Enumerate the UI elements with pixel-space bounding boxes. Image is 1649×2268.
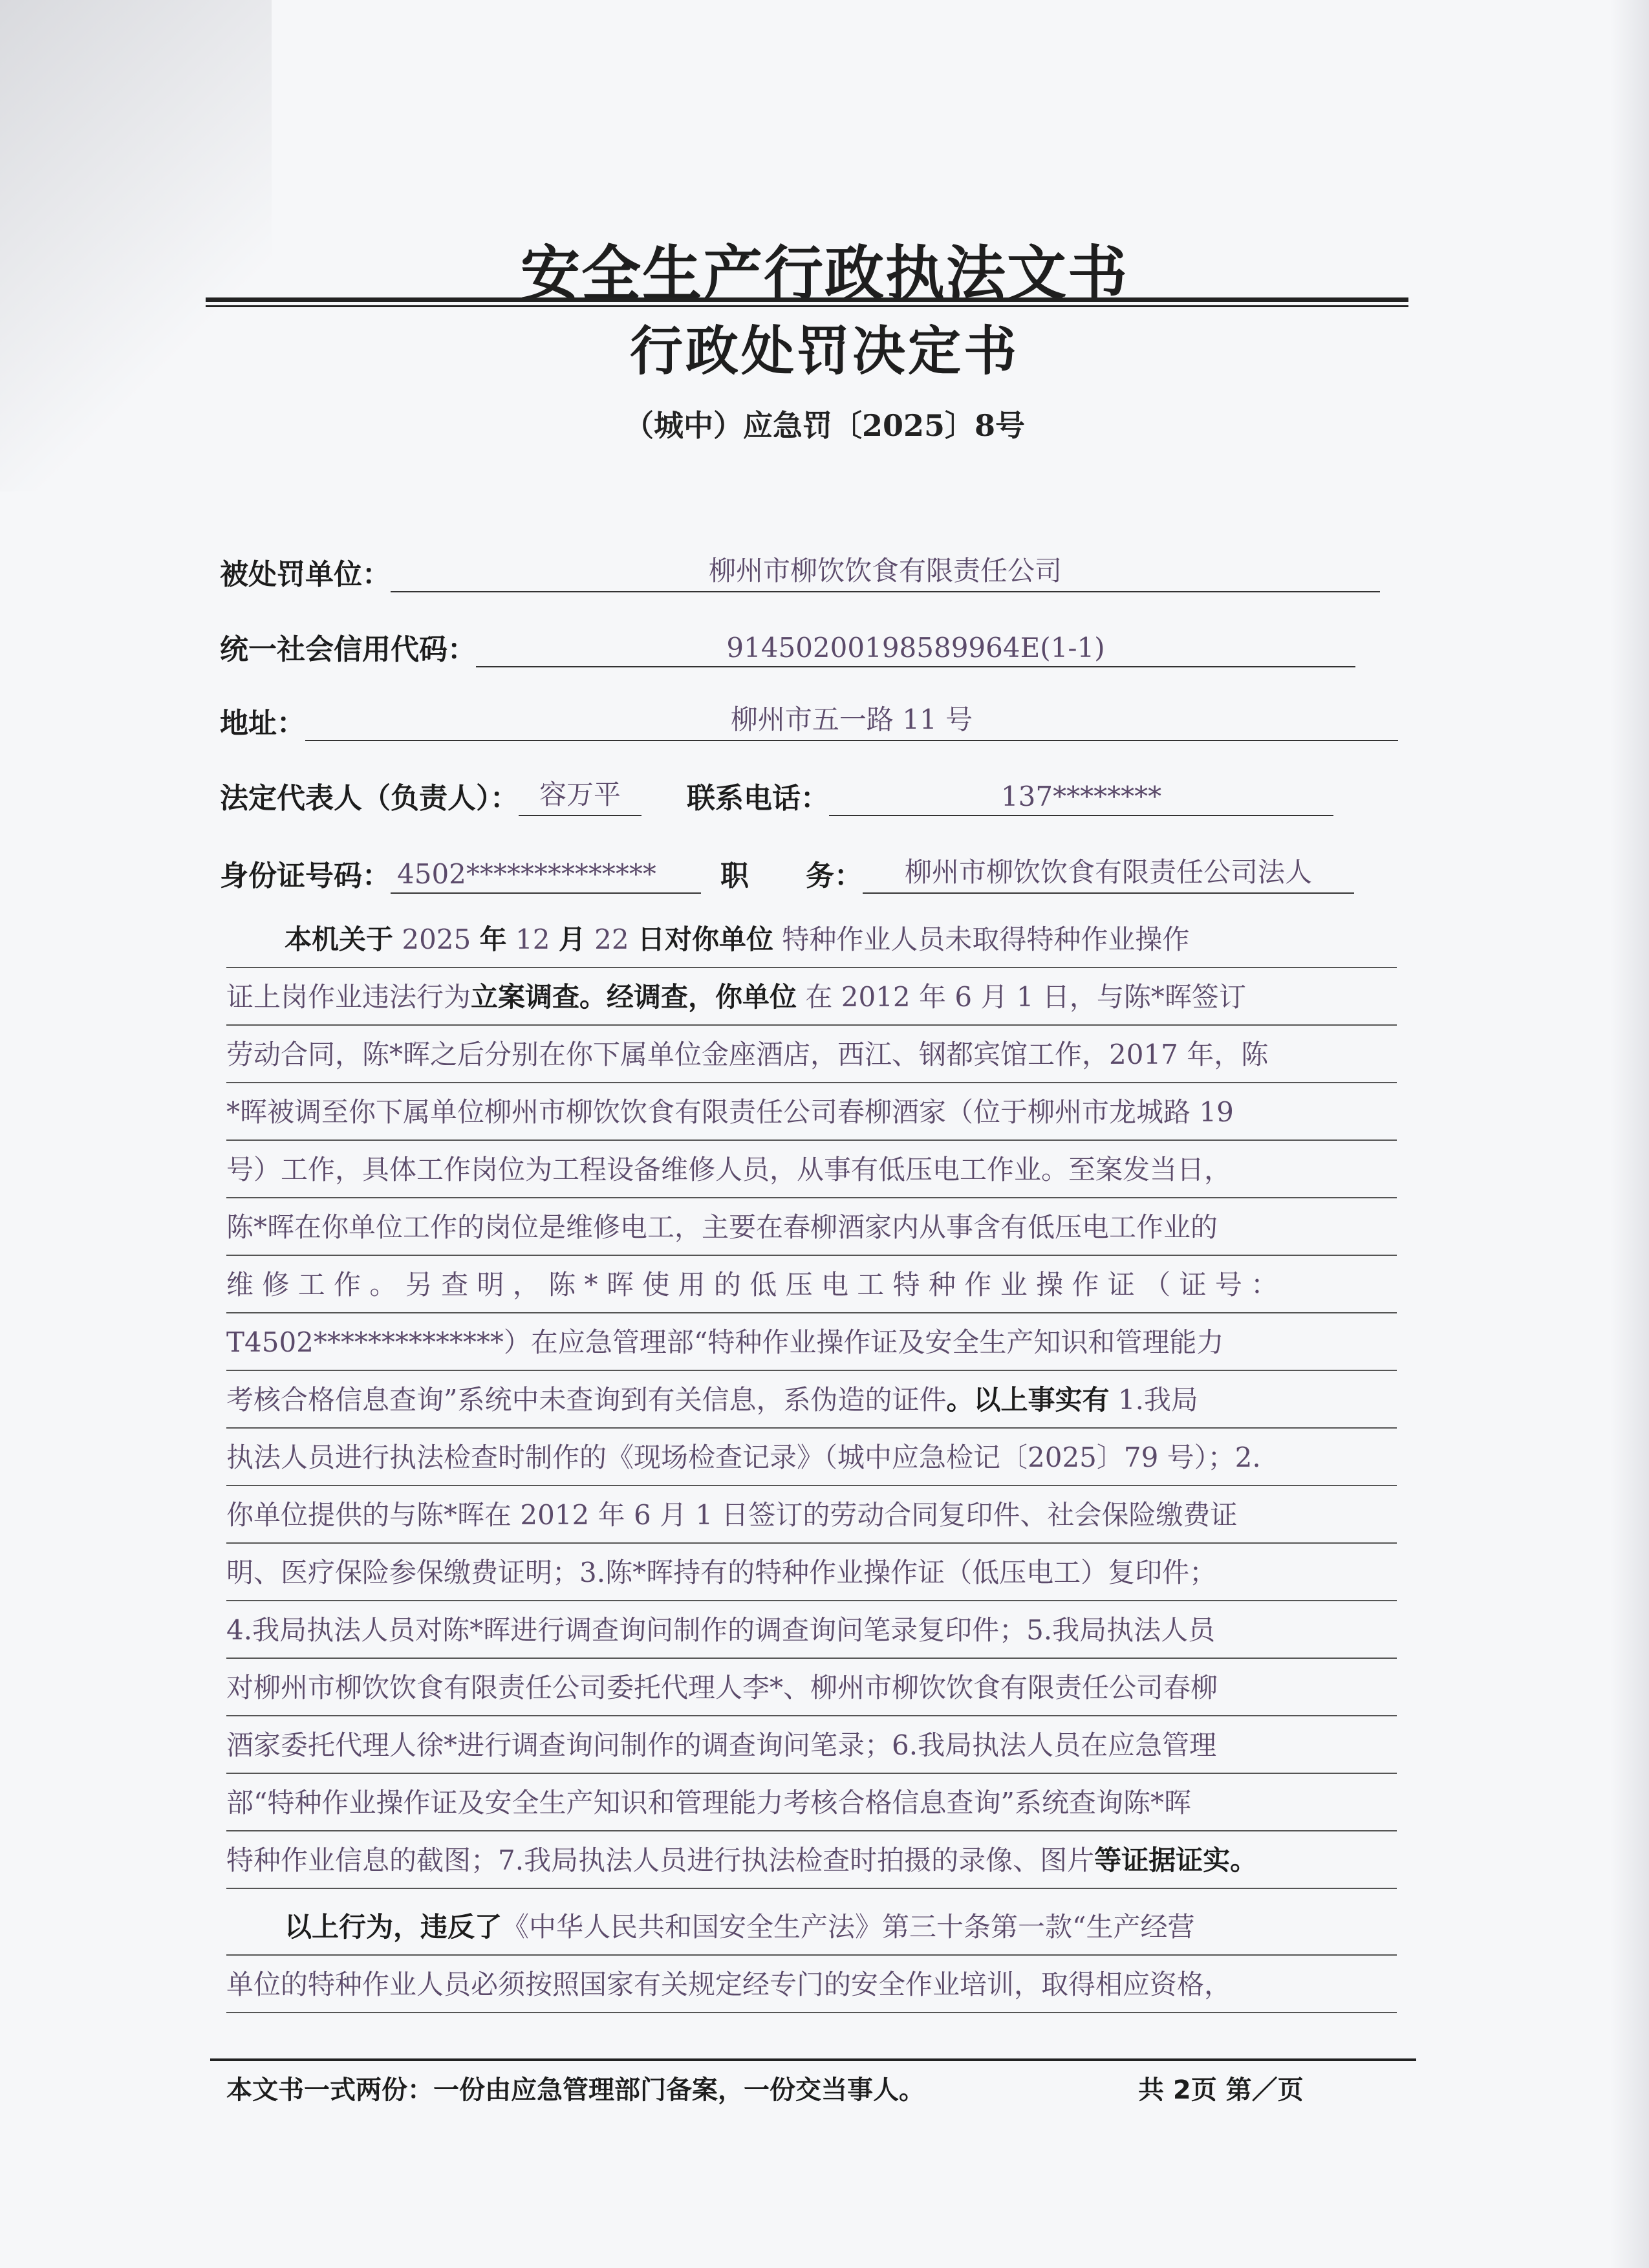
facts-paragraph: [226, 911, 1397, 1889]
body-line: 单位的特种作业人员必须按照国家有关规定经专门的安全作业培训，取得相应资格，: [226, 1956, 1397, 2013]
document-number: （城中）应急罚〔2025〕8号: [623, 408, 1026, 443]
body-line: 维 修 工 作 。 另 查 明 ， 陈 * 晖 使 用 的 低 压 电 工 特 种 作 业 操 作 证 （ 证 号 ：: [226, 1256, 1397, 1313]
field-legal-rep-phone: [220, 773, 1333, 816]
id-label: 身份证号码：: [220, 859, 391, 892]
footer-page-count: 共 2页 第／页: [1138, 2075, 1304, 2105]
body-line: 以上行为，违反了《中华人民共和国安全生产法》第三十条第一款“生产经营: [226, 1898, 1397, 1956]
field-credit-code: [220, 626, 1355, 667]
credit-code-value: 91450200198589964E(1-1): [476, 632, 1355, 667]
phone-label: 联系电话：: [687, 782, 829, 815]
body-line: 劳动合同，陈*晖之后分别在你下属单位金座酒店，西江、钢都宾馆工作，2017 年，陈: [226, 1026, 1397, 1083]
body-line: *晖被调至你下属单位柳州市柳饮饮食有限责任公司春柳酒家（位于柳州市龙城路 19: [226, 1083, 1397, 1141]
title-double-rule: [206, 297, 1408, 307]
body-line: 酒家委托代理人徐*进行调查询问制作的调查询问笔录；6.我局执法人员在应急管理: [226, 1716, 1397, 1774]
legal-rep-label: 法定代表人（负责人）：: [220, 782, 519, 815]
document-subtitle: 行政处罚决定书: [629, 320, 1019, 382]
body-line: 考核合格信息查询”系统中未查询到有关信息，系伪造的证件。以上事实有 1.我局: [226, 1371, 1397, 1429]
penalized-unit-value: 柳州市柳饮饮食有限责任公司: [391, 550, 1380, 592]
footer-rule: [210, 2058, 1416, 2061]
body-line: 4.我局执法人员对陈*晖进行调查询问制作的调查询问笔录复印件；5.我局执法人员: [226, 1601, 1397, 1659]
body-line: 陈*晖在你单位工作的岗位是维修电工，主要在春柳酒家内从事含有低压电工作业的: [226, 1198, 1397, 1256]
address-value: 柳州市五一路 11 号: [305, 698, 1398, 741]
body-line: 部“特种作业操作证及安全生产知识和管理能力考核合格信息查询”系统查询陈*晖: [226, 1774, 1397, 1831]
document-title: 安全生产行政执法文书: [520, 239, 1128, 308]
body-line: 执法人员进行执法检查时制作的《现场检查记录》（城中应急检记〔2025〕79 号）；2.: [226, 1429, 1397, 1486]
legal-rep-value: 容万平: [519, 773, 641, 816]
body-line: 明、医疗保险参保缴费证明；3.陈*晖持有的特种作业操作证（低压电工）复印件；: [226, 1544, 1397, 1601]
credit-code-label: 统一社会信用代码：: [220, 633, 476, 666]
position-label: 职 务：: [720, 859, 863, 892]
penalized-unit-label: 被处罚单位：: [220, 558, 391, 591]
violation-paragraph: [226, 1898, 1397, 2013]
body-line: 你单位提供的与陈*晖在 2012 年 6 月 1 日签订的劳动合同复印件、社会保险缴费证: [226, 1486, 1397, 1544]
field-id-position: [220, 851, 1354, 894]
body-line: T4502**************）在应急管理部“特种作业操作证及安全生产知识和管理能力: [226, 1313, 1397, 1371]
body-line: 本机关于 2025 年 12 月 22 日对你单位 特种作业人员未取得特种作业操作: [226, 911, 1397, 968]
body-line: 特种作业信息的截图；7.我局执法人员进行执法检查时拍摄的录像、图片等证据证实。: [226, 1831, 1397, 1889]
id-value: 4502**************: [391, 858, 701, 894]
field-address: [220, 698, 1398, 741]
body-line: 对柳州市柳饮饮食有限责任公司委托代理人李*、柳州市柳饮饮食有限责任公司春柳: [226, 1659, 1397, 1716]
address-label: 地址：: [220, 707, 305, 740]
field-penalized-unit: [220, 550, 1380, 592]
body-line: 证上岗作业违法行为立案调查。经调查，你单位 在 2012 年 6 月 1 日，与陈*晖签订: [226, 968, 1397, 1026]
phone-value: 137********: [829, 781, 1333, 816]
position-value: 柳州市柳饮饮食有限责任公司法人: [863, 851, 1354, 894]
footer-copies-note: 本文书一式两份：一份由应急管理部门备案，一份交当事人。: [226, 2075, 925, 2105]
body-line: 号）工作，具体工作岗位为工程设备维修人员，从事有低压电工作业。至案发当日，: [226, 1141, 1397, 1198]
